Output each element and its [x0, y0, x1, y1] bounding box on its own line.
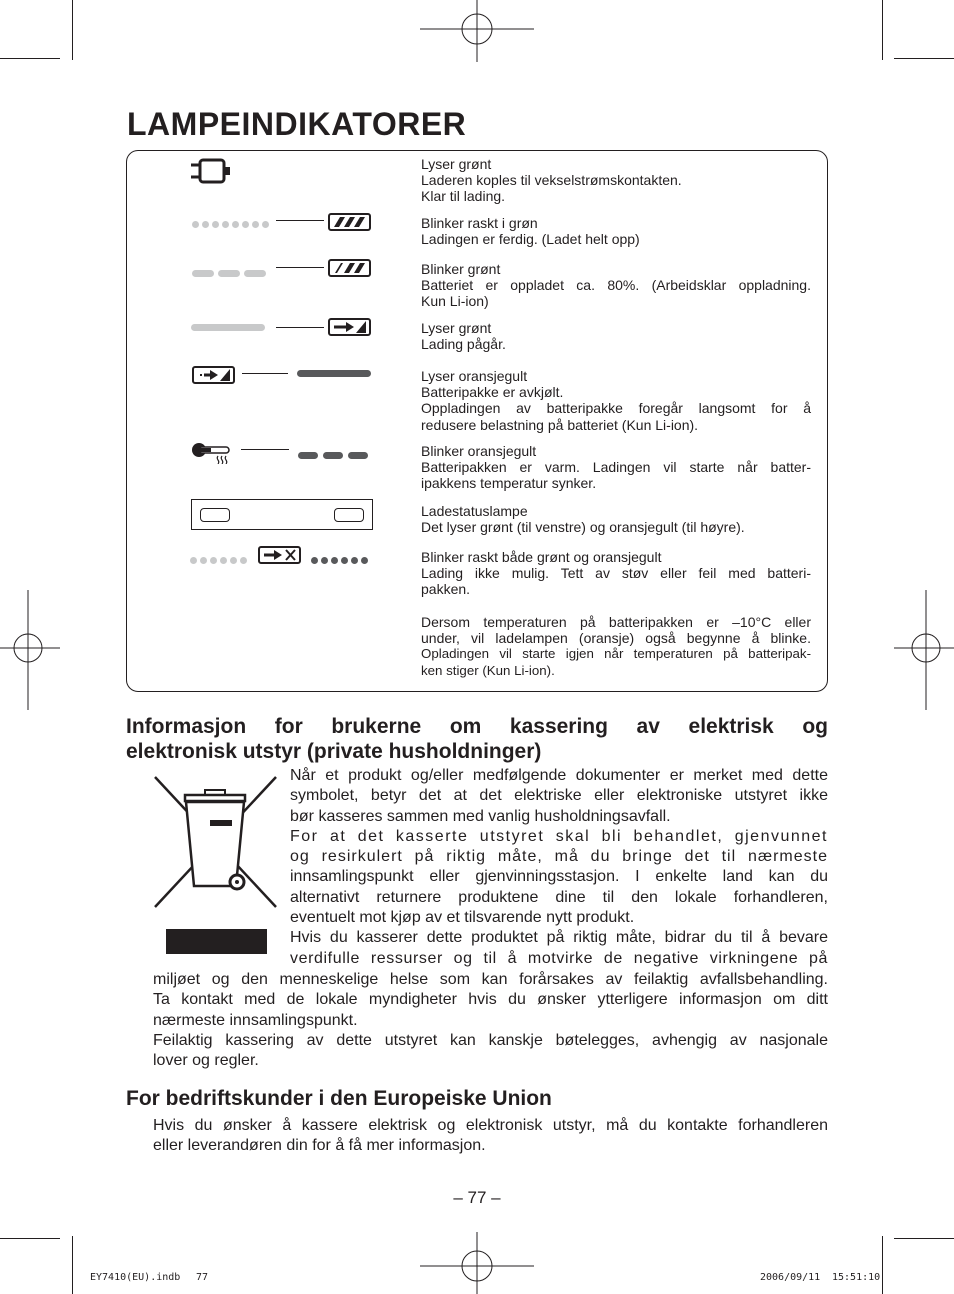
- steady-green-lamp: [191, 324, 265, 331]
- indicator-description: Blinker grønt Batteriet er oppladet ca. 80%. (Arbeidsklar oppladning. Kun Li-ion): [421, 261, 811, 310]
- registration-mark-bottom: [420, 1232, 534, 1294]
- fast-blink-green-lamp-error: [190, 552, 250, 570]
- disposal-heading: Informasjon for brukerne om kassering av elektrisk og elektronisk utstyr (private husholdninger): [126, 715, 828, 763]
- indicator-description: Lyser grønt Lading pågår.: [421, 320, 506, 353]
- temperature-note: Dersom temperaturen på batteripakken er –10°C eller under, vil ladelampen (oransje) også begynne å blinke. Opladingen vil starte igjen når temperaturen på batteripak- ken stiger (Kun Li-ion).: [421, 614, 811, 678]
- steady-orange-lamp: [297, 370, 371, 377]
- battery-full-icon: [328, 212, 372, 232]
- footer-date: 2006/09/11: [760, 1272, 821, 1283]
- indicator-description: Ladestatuslampe Det lyser grønt (til venstre) og oransjegult (til høyre).: [421, 503, 745, 536]
- page-number: – 77 –: [453, 1188, 501, 1207]
- business-text: Hvis du ønsker å kassere elektrisk og elektronisk utstyr, må du kontakte forhandleren eller leverandøren din for å få mer informasjon.: [153, 1117, 828, 1155]
- registration-mark-right: [894, 590, 954, 710]
- indicator-description: Blinker oransjegult Batteripakken er varm. Ladingen vil starte når batter- ipakkens temperatur synker.: [421, 443, 811, 492]
- indicator-description: Blinker raskt både grønt og oransjegult Lading ikke mulig. Tett av støv eller feil med batteri- pakken.: [421, 549, 811, 598]
- connector-line: [241, 449, 289, 450]
- fast-blink-orange-lamp-error: [311, 552, 371, 570]
- crossed-out-wheelie-bin-icon: [152, 774, 280, 956]
- connector-line: [242, 373, 288, 374]
- indicator-description: Lyser grønt Laderen koples til vekselstrømskontakten. Klar til lading.: [421, 156, 682, 205]
- page-title: LAMPEINDIKATORER: [127, 106, 467, 142]
- battery-cold-icon: [192, 365, 236, 385]
- plug-icon: [191, 157, 235, 185]
- footer-filename: EY7410(EU).indb: [90, 1272, 181, 1283]
- disposal-full-text: miljøet og den menneskelige helse som kan forårsakes av feilaktig avfallsbehandling. Ta kontakt med de lokale myndigheter hvis du ønsker ytterligere informasjon om ditt nærmeste innsamlingspunkt. Feilaktig kassering av dette utstyret kan kanskje bøtelegges, avhengig av nasjonale lover og regler.: [153, 971, 828, 1070]
- blink-orange-lamp: [298, 446, 368, 464]
- charge-status-lamp-panel: [191, 499, 373, 530]
- orange-status-lamp: [334, 508, 364, 522]
- footer-time: 15:51:10: [832, 1272, 881, 1283]
- connector-line: [276, 267, 324, 268]
- footer-page: 77: [196, 1272, 209, 1283]
- registration-mark-top: [420, 0, 534, 62]
- blink-green-lamp: [192, 264, 266, 282]
- battery-error-icon: [258, 545, 302, 565]
- business-heading: For bedriftskunder i den Europeiske Union: [126, 1087, 552, 1110]
- green-status-lamp: [200, 508, 230, 522]
- fast-blink-green-lamp: [192, 216, 272, 234]
- thermometer-hot-icon: [191, 438, 231, 464]
- connector-line: [276, 327, 324, 328]
- registration-mark-left: [0, 590, 60, 710]
- indicator-description: Blinker raskt i grøn Ladingen er ferdig. (Ladet helt opp): [421, 215, 640, 248]
- connector-line: [276, 220, 324, 221]
- indicator-description: Lyser oransjegult Batteripakke er avkjølt. Oppladingen av batteripakke foregår langsomt for å redusere belastning på batteriet (Kun Li-ion).: [421, 368, 811, 433]
- battery-charging-icon: [328, 317, 372, 337]
- battery-80-icon: [328, 258, 372, 278]
- disposal-wrapped-text: Når et produkt og/eller medfølgende dokumenter er merket med dette symbolet, betyr det at det elektriske eller elektroniske utstyret ikke bør kasseres sammen med vanlig husholdningsavfall. For at det kasserte utstyret skal bli behandlet, gjenvunnet og resirkulert på riktig måte, må du bringe det til nærmeste innsamlingspunkt eller gjenvinningsstasjon. I enkelte land kan du alternativt returnere produktene dine til den lokale forhandleren, eventuelt mot kjøp av et tilsvarende nytt produkt. Hvis du kasserer dette produktet på riktig måte, bidrar du til å bevare verdifulle ressurser og til å motvirke de negative virkningene på: [290, 767, 828, 967]
